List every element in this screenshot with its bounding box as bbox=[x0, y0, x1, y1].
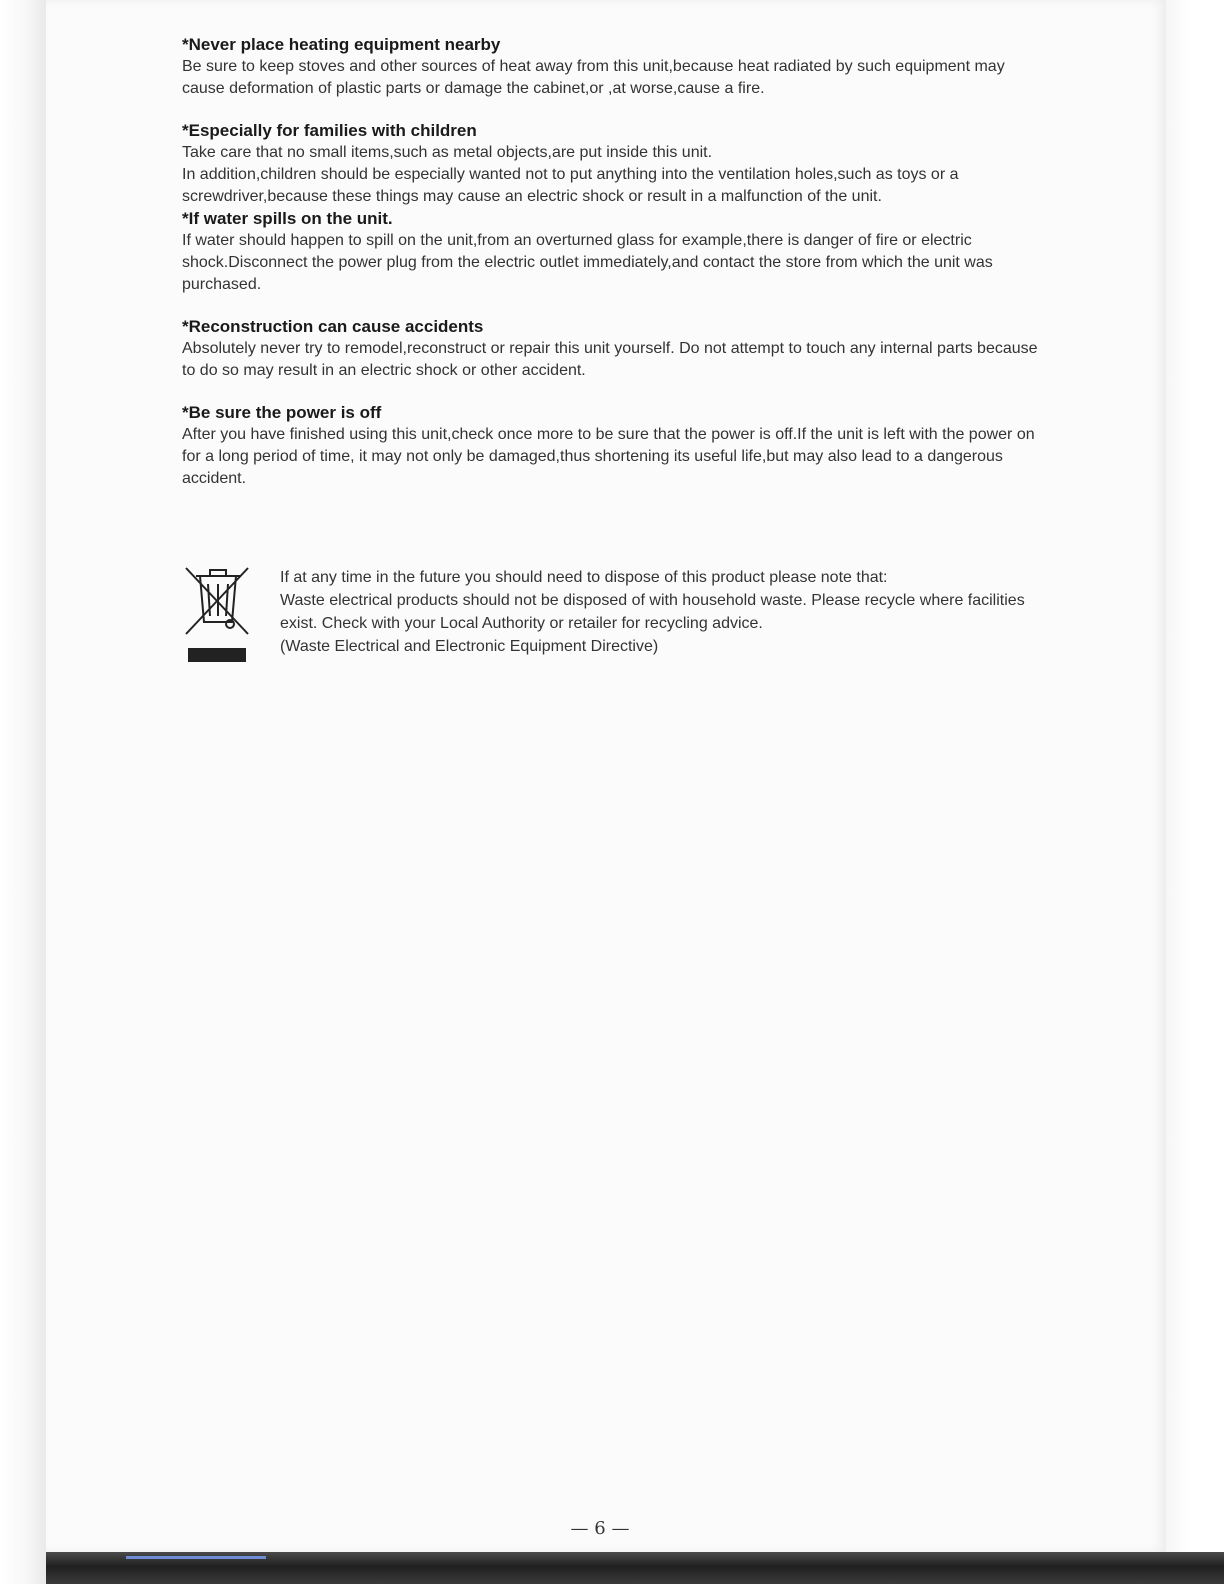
section-families-with-children bbox=[182, 120, 1042, 208]
weee-disposal-notice bbox=[182, 562, 1052, 672]
section-water-spills bbox=[182, 208, 1042, 296]
section-heading: *If water spills on the unit. bbox=[182, 209, 393, 228]
scan-artifact-strip bbox=[126, 1556, 266, 1559]
crossed-out-wheelie-bin-icon bbox=[182, 562, 254, 666]
scan-bottom-edge bbox=[46, 1552, 1224, 1584]
section-paragraph: After you have finished using this unit,check once more to be sure that the power is off.If the unit is left with the power on for a long period of time, it may not only be damaged,thus shortening its useful life,but may also lead to a dangerous accident. bbox=[182, 426, 1035, 487]
section-paragraph: If water should happen to spill on the unit,from an overturned glass for example,there is danger of fire or electric shock.Disconnect the power plug from the electric outlet immediately,and contact the store from which the unit was purchased. bbox=[182, 232, 993, 293]
section-paragraph: In addition,children should be especially wanted not to put anything into the ventilation holes,such as toys or a screwdriver,because these things may cause an electric shock or result in a malfunction of the unit. bbox=[182, 166, 959, 205]
section-paragraph: Absolutely never try to remodel,reconstruct or repair this unit yourself. Do not attempt to touch any internal parts because to do so may result in an electric shock or other accident. bbox=[182, 340, 1038, 379]
section-heading: *Especially for families with children bbox=[182, 121, 477, 140]
section-reconstruction bbox=[182, 316, 1042, 382]
weee-text bbox=[280, 566, 1050, 658]
section-heading: *Never place heating equipment nearby bbox=[182, 35, 501, 54]
section-heading: *Reconstruction can cause accidents bbox=[182, 317, 484, 336]
weee-line: (Waste Electrical and Electronic Equipment Directive) bbox=[280, 638, 659, 655]
section-heading: *Be sure the power is off bbox=[182, 403, 382, 422]
section-paragraph: Take care that no small items,such as metal objects,are put inside this unit. bbox=[182, 144, 713, 161]
section-power-off bbox=[182, 402, 1042, 490]
scan-right-margin bbox=[1166, 0, 1224, 1584]
scan-left-margin bbox=[0, 0, 46, 1584]
section-heating-equipment bbox=[182, 34, 1042, 100]
page-number: — 6 — bbox=[570, 1518, 630, 1539]
weee-line: Waste electrical products should not be disposed of with household waste. Please recycle where facilities exist. Check with your Local Authority or retailer for recycling advice. bbox=[280, 592, 1025, 632]
safety-instructions bbox=[182, 34, 1042, 490]
weee-line: If at any time in the future you should need to dispose of this product please note that: bbox=[280, 569, 888, 586]
section-paragraph: Be sure to keep stoves and other sources of heat away from this unit,because heat radiated by such equipment may cause deformation of plastic parts or damage the cabinet,or ,at worse,cause a fire. bbox=[182, 58, 1005, 97]
